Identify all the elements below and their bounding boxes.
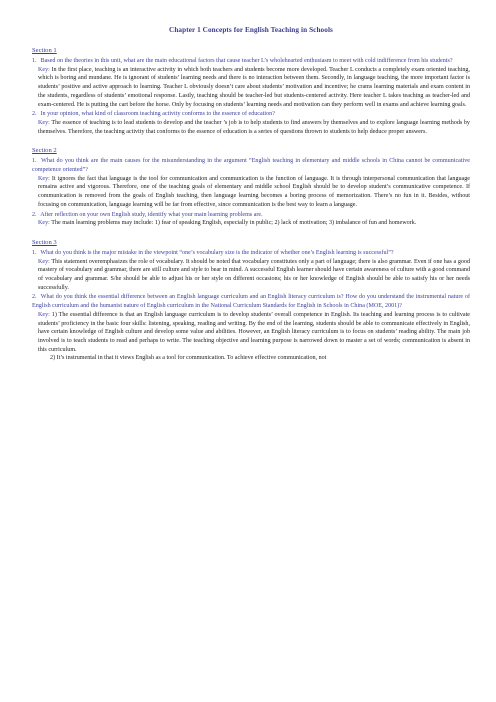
question-number: 1.	[32, 158, 37, 165]
question-body: After reflection on your own English study, identify what your main learning problems are.	[40, 211, 263, 218]
answer-text	[32, 311, 470, 355]
question-text	[32, 110, 470, 119]
key-label: Key:	[38, 258, 50, 265]
key-label: Key:	[38, 175, 50, 182]
question-number: 1.	[32, 58, 37, 64]
question-body: In your opinion, what kind of classroom teaching activity conforms to the essence of education?	[40, 111, 275, 118]
section-heading: Section 1	[32, 47, 57, 54]
answer-continuation: 2) It’s instrumental in that it views English as a tool for communication. To achieve effective communication, not	[50, 355, 327, 362]
question-body: What do you think are the main causes for the misunderstanding in the argument “English teaching in elementary and middle schools in China cannot be communicative competence oriented”?	[32, 158, 470, 174]
section-1	[32, 46, 470, 136]
question-body: What do you think is the major mistake in the viewpoint “one’s vocabulary size is the indicator of whether one’s English learning is successful”?	[40, 249, 394, 256]
question-text	[32, 293, 470, 310]
answer-text	[32, 219, 470, 228]
answer-text	[32, 258, 470, 293]
question-text	[32, 211, 470, 220]
section-heading: Section 2	[32, 147, 57, 155]
question-number: 2.	[32, 294, 37, 301]
answer-body: It ignores the fact that language is the tool for communication and communication is the function of language. It is through interpersonal communication that language remains active and vigorous. Therefore, one of the teaching goals of elementary and middle school English should be to develop student’s communicative competence. If communication is removed from the goals of English teaching, then language learning becomes a boring process of memorization. There’s no fun in it. Besides, without focusing on communication, language learning will be far from effective, since communication is the best way to learn a language.	[38, 175, 470, 208]
question-text	[32, 157, 470, 174]
question-number: 2.	[32, 111, 37, 118]
question-body: What do you think the essential difference between an English language curriculum and an English literacy curriculum is? How do you understand the instrumental nature of English curriculum and the humanist nature of English curriculum in the National Curriculum Standards for English in Schools in China (MOE, 2001)?	[32, 294, 470, 310]
question-text	[32, 249, 470, 258]
question-number: 2.	[32, 211, 37, 218]
question-item	[32, 57, 470, 109]
section-2	[32, 146, 470, 228]
key-label: Key:	[38, 66, 50, 73]
answer-text	[32, 119, 470, 136]
answer-text	[32, 66, 470, 110]
answer-text	[32, 175, 470, 210]
question-text	[32, 57, 470, 66]
question-item	[32, 110, 470, 136]
answer-body: The essence of teaching is to lead students to develop and the teacher ’s job is to help students to find answers by themselves and to explore language learning methods by themselves. Therefore, the teaching activity that conforms to the essence of education is a series of questions thrown to students to help deduce proper answers.	[38, 119, 470, 135]
question-number: 1.	[32, 249, 37, 256]
answer-body: This statement overemphasizes the role of vocabulary. It should be noted that vocabulary constitutes only a part of language; there is also grammar. Even if one has a good mastery of vocabulary and grammar, there are still culture and style to bear in mind. A successful English learner should have certain awareness of culture with a good command of vocabulary and grammar. S/he should be able to adjust his or her style on different occasions; his or her knowledge of English should be able to satisfy his or her needs successfully.	[38, 258, 471, 291]
section-3	[32, 238, 470, 363]
answer-body: In the first place, teaching is an interactive activity in which both teachers and students become more developed. Teacher L conducts a completely exam oriented teaching, which is boring and mundane. He is ignorant of students’ learning needs and there is no interaction between them. Secondly, in language teaching, the more important factor is students’ positive and active approach to learning. Teacher L obviously doesn’t care about students’ motivation and incentive; he crams learning materials and exam content in the students, regardless of students’ emotional response. Lastly, teaching should be teacher-led but students-centered activity. Here teacher L takes teaching as teacher-led and exam-centered. He is putting the cart before the horse. Only by focusing on students’ learning needs and motivation can they perform well in exams and achieve learning goals.	[38, 66, 470, 108]
question-item	[32, 211, 470, 228]
answer-body: 1) The essential difference is that an English language curriculum is to develop students’ overall competence in English. Its teaching and learning process is to cultivate students’ proficiency in the basic four skills: listening, speaking, reading and writing. By the end of the learning, students should be able to communicate effectively in English, have certain knowledge of English culture and develop some value and abilities. However, an English literacy curriculum is to focus on students’ reading ability. The main job involved is to teach students to read and perhaps to write. The teaching objective and learning purpose is narrowed down to master a set of words; communication is absent in this curriculum.	[38, 311, 470, 353]
question-item	[32, 293, 470, 363]
answer-body: The main learning problems may include: 1) fear of speaking English, especially in public; 2) lack of motivation; 3) imbalance of fun and homework.	[51, 220, 417, 227]
question-item	[32, 249, 470, 293]
key-label: Key:	[38, 220, 50, 227]
section-heading: Section 3	[32, 238, 57, 246]
question-body: Based on the theories in this unit, what are the main educational factors that cause teacher L’s wholehearted enthusiasm to meet with cold indifference from his students?	[40, 58, 453, 64]
key-label: Key:	[38, 119, 50, 126]
question-item	[32, 157, 470, 209]
chapter-title: Chapter 1 Concepts for English Teaching in Schools	[169, 26, 333, 34]
key-label: Key:	[38, 311, 50, 318]
